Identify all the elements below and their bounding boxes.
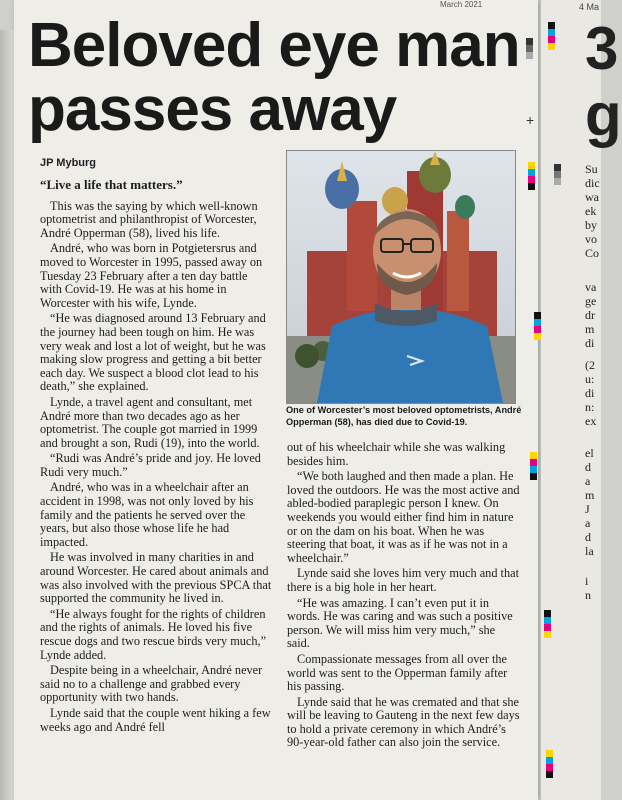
cmyk-swatch <box>530 459 537 466</box>
adjacent-fragment: d <box>585 460 591 474</box>
cmyk-swatch <box>554 164 561 171</box>
paragraph: “He always fought for the rights of children and the rights of animals. He loved his five rescue dogs and two rescue birds very much,” Lynde added. <box>40 606 267 662</box>
cmyk-swatch <box>548 43 555 50</box>
adjacent-fragment: ek <box>585 204 597 218</box>
headline-line-2: passes away <box>28 75 397 144</box>
print-color-bar <box>548 22 555 50</box>
paragraph: “He was amazing. I can’t even put it in words. He was caring and was such a positive person. We will miss him very much,” she said. <box>287 595 513 651</box>
paragraph: “Rudi was André’s pride and joy. He loved Rudi very much.” <box>40 451 261 479</box>
paragraph: “He was diagnosed around 13 February and the journey had been tough on him. He was very weak and lost a lot of weight, but he was making slow progress and getting a bit better each day. We suspect a blood clot lead to his death,” she explained. <box>40 311 266 394</box>
headline <box>28 11 528 144</box>
lead-quote: “Live a life that matters.” <box>40 177 183 192</box>
adjacent-fragment: by <box>585 218 597 232</box>
adjacent-fragment: a <box>585 474 591 488</box>
paragraph: Compassionate messages from all over the world was sent to the Opperman family after his passing. <box>287 651 508 694</box>
adjacent-fragment: di <box>585 336 595 350</box>
adjacent-fragment: va <box>585 280 597 294</box>
paragraph: Lynde said she loves him very much and that there is a big hole in her heart. <box>287 566 519 594</box>
cmyk-swatch <box>548 29 555 36</box>
adjacent-fragment: n: <box>585 400 595 414</box>
cmyk-swatch <box>526 52 533 59</box>
print-color-bar <box>554 164 561 185</box>
adjacent-fragment: la <box>585 544 594 558</box>
adjacent-fragment: dr <box>585 308 595 322</box>
cmyk-swatch <box>544 610 551 617</box>
adjacent-fragment: a <box>585 516 591 530</box>
article-column-2 <box>287 441 521 752</box>
paragraph: Despite being in a wheelchair, André never said no to a challenge and grabbed every opportunity with two hands. <box>40 663 263 705</box>
adjacent-fragment: n <box>585 588 591 602</box>
paragraph: out of his wheelchair while she was walking besides him. <box>287 440 506 468</box>
adjacent-headline-letter: g <box>585 81 622 148</box>
cmyk-swatch <box>530 466 537 473</box>
print-color-bar <box>526 38 533 59</box>
adjacent-date: 4 Ma <box>579 2 600 12</box>
cmyk-swatch <box>528 176 535 183</box>
cmyk-swatch <box>546 750 553 757</box>
paragraph: “We both laughed and then made a plan. He loved the outdoors. He was the most active and abled-bodied paraplegic person I knew. On weekends you would either find him in nature or on the dam on his boat. When he was steering that boat, it was as if he was not in a wheelchair.” <box>287 469 520 565</box>
paragraph: Lynde said that he was cremated and that she will be leaving to Gauteng in the next few days to hold a private ceremony in which André’s 90-year-old father can also join the service. <box>287 694 520 750</box>
cmyk-swatch <box>530 452 537 459</box>
photo-illustration <box>287 151 515 403</box>
cmyk-swatch <box>528 183 535 190</box>
paragraph: This was the saying by which well-known optometrist and philanthropist of Worcester, André Opperman (58), lived his life. <box>40 198 258 240</box>
adjacent-fragment: d <box>585 530 591 544</box>
cmyk-swatch <box>526 38 533 45</box>
cmyk-swatch <box>544 617 551 624</box>
adjacent-fragment: m <box>585 488 595 502</box>
headline-line-1: Beloved eye man <box>28 11 520 80</box>
adjacent-fragment: m <box>585 322 595 336</box>
adjacent-fragment: i <box>585 574 589 588</box>
cmyk-swatch <box>528 162 535 169</box>
adjacent-headline-letter: 3 <box>585 15 619 82</box>
byline: JP Myburg <box>40 157 97 169</box>
cmyk-swatch <box>554 171 561 178</box>
cmyk-swatch <box>548 36 555 43</box>
cmyk-swatch <box>534 319 541 326</box>
print-color-bar <box>530 452 537 480</box>
adjacent-fragment: vo <box>585 232 597 246</box>
adjacent-fragment: ge <box>585 294 597 308</box>
cmyk-swatch <box>528 169 535 176</box>
adjacent-fragment: wa <box>585 190 599 204</box>
adjacent-fragment: Su <box>585 162 598 176</box>
cmyk-swatch <box>546 757 553 764</box>
previous-page-edge <box>0 30 14 800</box>
article-photo <box>286 150 516 404</box>
print-color-bar <box>528 162 535 190</box>
page-date: March 2021 <box>440 0 483 9</box>
print-color-bar <box>534 312 541 340</box>
paragraph: Lynde said that the couple went hiking a few weeks ago and André fell <box>40 705 271 734</box>
cmyk-swatch <box>544 631 551 638</box>
paragraph: André, who was born in Potgietersrus and moved to Worcester in 1995, passed away on Tuesday 23 February after a ten day battle with Covid-19. He was at his home in Worcester with his wife, Lynde. <box>40 241 263 310</box>
cmyk-swatch <box>534 312 541 319</box>
cmyk-swatch <box>554 178 561 185</box>
adjacent-fragment: ex <box>585 414 597 428</box>
cmyk-swatch <box>534 333 541 340</box>
cmyk-swatch <box>546 771 553 778</box>
cmyk-swatch <box>530 473 537 480</box>
paragraph: Lynde, a travel agent and consultant, met André more than two decades ago as her optometrist. The couple got married in 1999 and brought a son, Rudi (19), into the world. <box>40 394 260 450</box>
adjacent-page <box>540 0 622 800</box>
adjacent-fragment: (2 <box>585 358 595 372</box>
paragraph: He was involved in many charities in and around Worcester. He cared about animals and was also involved with the previous SPCA that supported the community he lived in. <box>40 550 272 606</box>
cmyk-swatch <box>544 624 551 631</box>
cmyk-swatch <box>546 764 553 771</box>
photo-caption: One of Worcester’s most beloved optometrists, André Opperman (58), has died due to Covid-19. <box>286 405 522 427</box>
registration-mark: + <box>526 112 535 128</box>
adjacent-fragment: el <box>585 446 594 460</box>
cmyk-swatch <box>548 22 555 29</box>
adjacent-fragment: dic <box>585 176 600 190</box>
paragraph: André, who was in a wheelchair after an accident in 1998, was not only loved by his family and the patients he served over the years, but also those whose life he had impacted. <box>40 480 254 549</box>
article-column-1 <box>40 178 272 736</box>
cmyk-swatch <box>534 326 541 333</box>
adjacent-fragment: Co <box>585 246 600 260</box>
adjacent-fragment: u: <box>585 372 595 386</box>
cmyk-swatch <box>526 45 533 52</box>
adjacent-fragment: di <box>585 386 595 400</box>
print-color-bar <box>544 610 551 638</box>
adjacent-fragment: J <box>585 502 590 516</box>
print-color-bar <box>546 750 553 778</box>
